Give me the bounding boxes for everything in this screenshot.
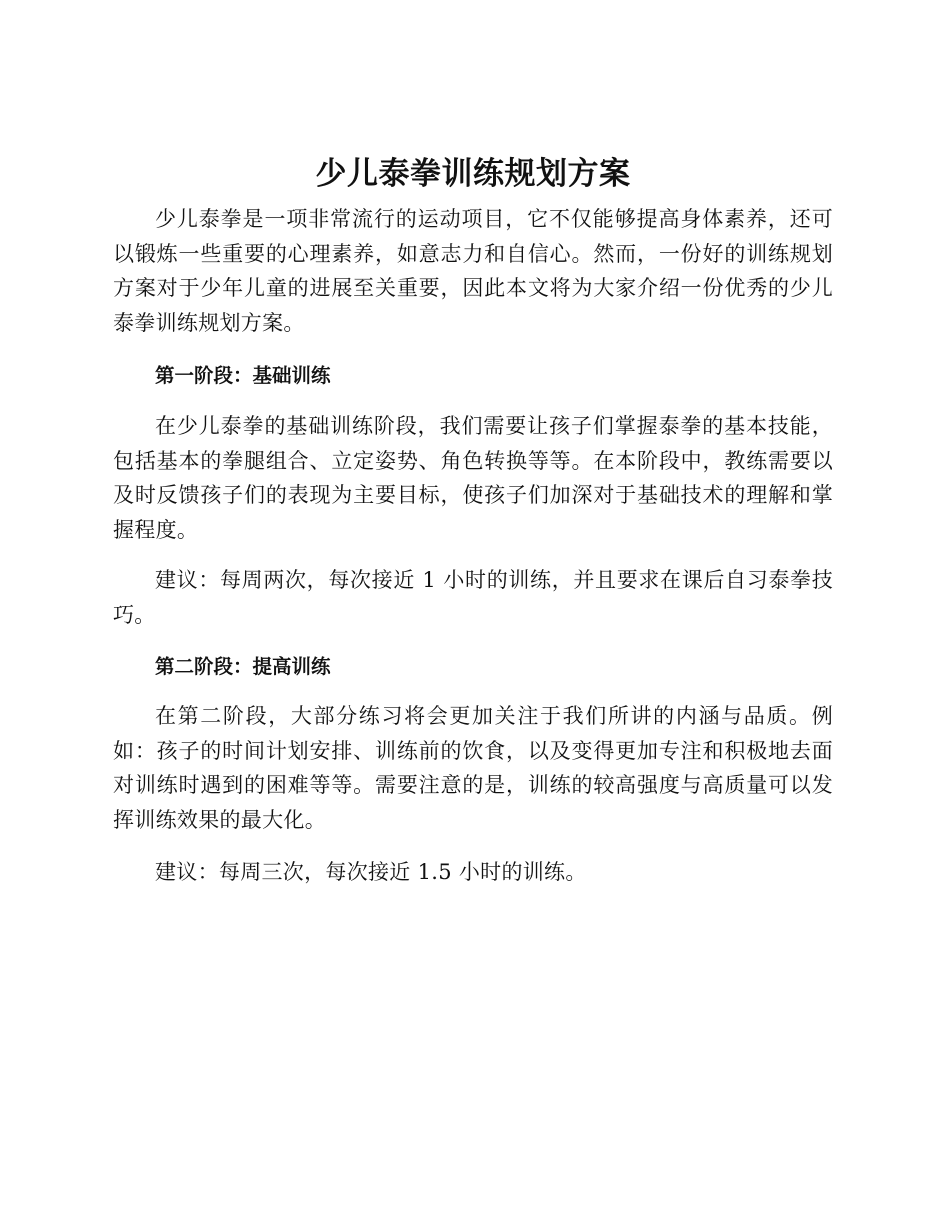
- section-heading: 第二阶段：提高训练: [155, 655, 331, 678]
- section-advice-paragraph: 建议：每周三次，每次接近 1.5 小时的训练。: [155, 860, 587, 884]
- section-stage-one: [113, 359, 833, 632]
- section-body-paragraph: 在第二阶段，大部分练习将会更加关注于我们所讲的内涵与品质。例如：孩子的时间计划安排、训练前的饮食，以及变得更加专注和积极地去面对训练时遇到的困难等等。需要注意的是，训练的较高强度与高质量可以发挥训练效果的最大化。: [113, 704, 833, 832]
- document-content: [113, 152, 833, 890]
- document-title: 少儿泰拳训练规划方案: [315, 156, 631, 192]
- section-heading: 第一阶段：基础训练: [155, 364, 331, 387]
- section-advice-paragraph: 建议：每周两次，每次接近 1 小时的训练，并且要求在课后自习泰拳技巧。: [113, 568, 833, 627]
- section-stage-two: [113, 650, 833, 890]
- section-body-paragraph: 在少儿泰拳的基础训练阶段，我们需要让孩子们掌握泰拳的基本技能，包括基本的拳腿组合、立定姿势、角色转换等等。在本阶段中，教练需要以及时反馈孩子们的表现为主要目标，使孩子们加深对于基础技术的理解和掌握程度。: [113, 414, 833, 542]
- intro-paragraph: 少儿泰拳是一项非常流行的运动项目，它不仅能够提高身体素养，还可以锻炼一些重要的心理素养，如意志力和自信心。然而，一份好的训练规划方案对于少年儿童的进展至关重要，因此本文将为大家介绍一份优秀的少儿泰拳训练规划方案。: [113, 207, 833, 335]
